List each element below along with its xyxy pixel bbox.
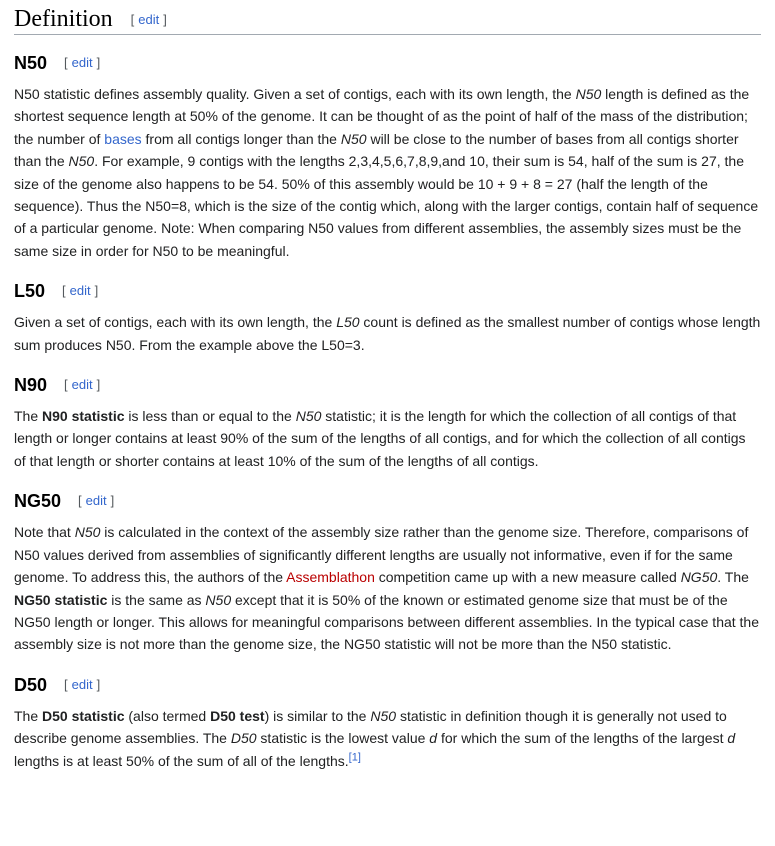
body-text: statistic; it is the length for which the collection of all contigs of that length or longer contains at least 90% of the sum of the lengths of all contigs, and for which the collection of all contigs of that length or shorter contains at least 10% of the sum of the lengths of all contigs.	[14, 408, 746, 469]
ng50-edit-link[interactable]: edit	[85, 493, 107, 509]
edit-bracket-close: ]	[163, 12, 167, 27]
n50-edit-link[interactable]: edit	[71, 55, 93, 70]
section-d50	[14, 675, 761, 772]
ng50-heading	[14, 491, 761, 511]
definition-heading	[14, 6, 761, 35]
body-text: count is defined as the smallest number of contigs whose length sum produces N50. From the example above the L50=3.	[14, 314, 761, 353]
emphasis-text: D50 test	[210, 707, 265, 724]
l50-heading-text: L50	[14, 281, 46, 302]
edit-bracket-close: ]	[96, 676, 101, 692]
n90-paragraph	[14, 405, 761, 472]
citation-ref	[349, 751, 361, 763]
section-n90	[14, 375, 761, 472]
emphasis-text: N50	[340, 130, 367, 147]
n50-paragraph	[14, 83, 761, 262]
emphasis-text: N50	[205, 591, 232, 608]
body-text: . The	[717, 569, 749, 586]
n90-edit-link[interactable]: edit	[71, 377, 93, 393]
body-text: except that it is 50% of the known or estimated genome size that must be of the NG50 length or longer. This allows for meaningful comparisons between different assemblies. In the typical case that the assembly size is not more than the genome size, the NG50 statistic will not be more than the N50 statistic.	[14, 591, 760, 653]
emphasis-text: L50	[336, 314, 360, 331]
emphasis-text: D50	[230, 730, 257, 747]
n50-edit-section	[64, 56, 100, 69]
definition-edit-link[interactable]: edit	[138, 12, 160, 27]
edit-bracket-close: ]	[110, 493, 115, 509]
definition-edit-section	[131, 13, 167, 26]
edit-bracket-open: [	[62, 283, 66, 299]
assemblathon-link[interactable]: Assemblathon	[286, 569, 375, 586]
body-text: . For example, 9 contigs with the lengths 2,3,4,5,6,7,8,9,and 10, their sum is 54, half of the sum is 27, the size of the genome also happens to be 54. 50% of this assembly would be 10 + 9 + 8 = 27 (half the length of the sequence). Thus the N50=8, which is the size of the contig which, along with the larger contigs, contain half of sequence of a particular genome. Note: When comparing N50 values from different assemblies, the assembly sizes must be the same size in order for N50 to be meaningful.	[14, 153, 759, 259]
ng50-edit-section	[78, 494, 114, 507]
emphasis-text: N50	[575, 86, 602, 102]
n90-heading-text: N90	[14, 375, 48, 396]
body-text: is the same as	[107, 591, 206, 608]
emphasis-text: d	[429, 730, 438, 747]
edit-bracket-open: [	[64, 676, 68, 692]
emphasis-text: N50	[68, 153, 95, 170]
l50-edit-section	[62, 284, 98, 297]
edit-bracket-close: ]	[96, 55, 101, 70]
d50-edit-link[interactable]: edit	[71, 676, 93, 692]
d50-heading	[14, 675, 761, 695]
body-text: length is defined as the shortest sequence length at 50% of the genome. It can be thought of as the point of half of the mass of the distribution; the number of	[14, 86, 750, 147]
body-text: for which the sum of the lengths of the largest	[437, 730, 728, 747]
definition-heading-text: Definition	[14, 6, 113, 32]
body-text: from all contigs longer than the	[141, 130, 341, 147]
body-text: ) is similar to the	[264, 707, 371, 724]
body-text: competition came up with a new measure called	[374, 569, 681, 586]
body-text: statistic is the lowest value	[256, 730, 430, 747]
emphasis-text: NG50	[680, 569, 718, 586]
d50-paragraph	[14, 705, 761, 772]
emphasis-text: N50	[370, 707, 397, 724]
body-text: Given a set of contigs, each with its own length, the	[14, 314, 337, 331]
body-text: N50 statistic defines assembly quality. Given a set of contigs, each with its own length, the	[14, 86, 576, 102]
edit-bracket-open: [	[64, 377, 68, 393]
body-text: The	[14, 408, 43, 425]
section-ng50	[14, 491, 761, 655]
body-text: The	[14, 707, 43, 724]
body-text: is calculated in the context of the assembly size rather than the genome size. Therefore, comparisons of N50 values derived from assemblies of significantly different lengths are usually not informative, even if for the same genome. To address this, the authors of the	[14, 524, 749, 586]
body-text: lengths is at least 50% of the sum of all of the lengths.	[14, 752, 349, 769]
bases-link[interactable]: bases	[104, 130, 142, 147]
body-text: is less than or equal to the	[124, 408, 296, 425]
emphasis-text: N90 statistic	[42, 408, 125, 425]
emphasis-text: N50	[74, 524, 101, 541]
emphasis-text: N50	[295, 408, 322, 425]
citation-1-link[interactable]: [1]	[348, 750, 361, 763]
n50-heading	[14, 53, 761, 73]
edit-bracket-open: [	[130, 12, 135, 27]
body-text: statistic in definition though it is generally not used to describe genome assemblies. The	[14, 707, 727, 747]
body-text: Note that	[14, 524, 75, 541]
emphasis-text: D50 statistic	[42, 707, 125, 724]
body-text: (also termed	[124, 707, 211, 724]
section-l50	[14, 281, 761, 356]
edit-bracket-open: [	[64, 55, 68, 70]
l50-heading	[14, 281, 761, 301]
n90-heading	[14, 375, 761, 395]
l50-paragraph	[14, 311, 761, 356]
d50-edit-section	[64, 678, 100, 691]
section-n50	[14, 53, 761, 262]
emphasis-text: NG50 statistic	[14, 591, 108, 608]
body-text: will be close to the number of bases from all contigs shorter than the	[14, 130, 739, 170]
edit-bracket-open: [	[78, 493, 82, 509]
n90-edit-section	[64, 378, 100, 391]
edit-bracket-close: ]	[96, 377, 101, 393]
emphasis-text: d	[727, 730, 736, 747]
l50-edit-link[interactable]: edit	[69, 283, 91, 299]
ng50-heading-text: NG50	[14, 491, 62, 512]
ng50-paragraph	[14, 521, 761, 655]
edit-bracket-close: ]	[94, 283, 99, 299]
d50-heading-text: D50	[14, 674, 48, 695]
n50-heading-text: N50	[14, 53, 48, 73]
